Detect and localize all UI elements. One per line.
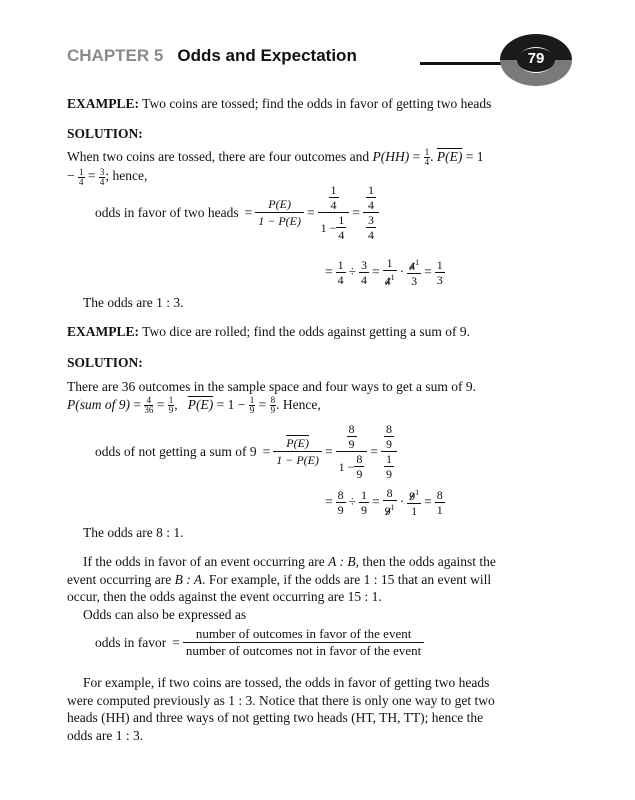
chapter-title: Odds and Expectation xyxy=(177,46,357,65)
fraction-1-4 xyxy=(329,183,339,212)
num: 8 xyxy=(337,487,344,502)
equation-label: odds in favor of two heads xyxy=(95,204,239,220)
example-text: Two coins are tossed; find the odds in favor of getting two heads xyxy=(142,96,492,111)
den: 4 xyxy=(99,176,105,187)
num: 3 xyxy=(368,213,375,227)
one: 1 xyxy=(476,149,484,164)
cancel-sup: 1 xyxy=(415,488,420,497)
equals: = xyxy=(258,396,267,412)
ratio-a-b: A : B xyxy=(328,554,356,569)
den: 1 xyxy=(436,502,443,517)
num: 3 xyxy=(99,166,105,177)
denominator xyxy=(318,213,350,242)
num: 1 xyxy=(338,213,345,227)
den: 4 xyxy=(368,228,375,242)
formula-label: odds in favor xyxy=(95,634,167,650)
den: 3 xyxy=(411,274,418,288)
fraction-1-9 xyxy=(384,452,394,481)
num: 1 xyxy=(168,394,174,405)
num: 1 xyxy=(424,147,430,158)
num: 1 xyxy=(368,183,375,197)
ratio-b-a: B : A xyxy=(174,571,203,587)
p-e-bar: P(E) xyxy=(436,149,463,164)
fraction-8-9-cancelled xyxy=(383,486,397,518)
example-2-solution-text: There are 36 outcomes in the sample space and four ways to get a sum of 9. P(sum of 9) = $\frac{4}{36}$ = $\frac{1}{9}$ , P(E) = 1 − $\frac{1}{9}$ = $\frac{8}{9}$ . Hence, xyxy=(67,379,476,415)
one-minus: 1 − xyxy=(338,459,355,474)
cancel-sup: 1 xyxy=(415,258,420,267)
den: 4 xyxy=(337,272,344,287)
p-sum-9: P(sum of 9) xyxy=(67,396,130,412)
fraction-1-9 xyxy=(249,396,256,415)
equals: = xyxy=(156,396,165,412)
paragraph-odds-against xyxy=(67,553,505,606)
formula-denominator: number of outcomes not in favor of the event xyxy=(185,643,422,658)
fraction-1-4 xyxy=(78,168,85,187)
den: 4 xyxy=(368,198,375,212)
equals: = xyxy=(424,264,432,279)
para-text: . For example, if the odds are 1 : 15 that an event will occur, then the odds against the event occurring are 15 : 1. xyxy=(67,571,492,604)
solution-text: When two coins are tossed, there are four outcomes and xyxy=(67,149,373,164)
example-text: Two dice are rolled; find the odds against getting a sum of 9. xyxy=(142,324,470,339)
times: · xyxy=(399,494,405,509)
formula-fraction xyxy=(183,626,424,659)
fraction-4-3-cancelled xyxy=(407,256,421,288)
equals: = xyxy=(133,396,141,412)
cancel-sup: 1 xyxy=(390,273,395,282)
equals: = xyxy=(172,634,180,650)
numerator xyxy=(381,422,397,452)
equals: = xyxy=(372,494,380,509)
chapter-label: CHAPTER 5 xyxy=(67,46,164,65)
denominator xyxy=(381,452,397,481)
den: 4 xyxy=(424,157,430,168)
solution-text: There are 36 outcomes in the sample space and four ways to get a sum of 9. xyxy=(67,379,476,394)
numerator: P(E) xyxy=(255,196,304,213)
numerator xyxy=(336,422,368,452)
fraction-1-4 xyxy=(336,258,346,287)
den: 9 xyxy=(337,502,344,517)
compound-fraction-2 xyxy=(381,422,397,481)
one-minus: 1 − xyxy=(320,220,337,235)
den: 4 xyxy=(338,228,345,242)
page-number: 79 xyxy=(527,50,545,67)
equals: = xyxy=(325,443,333,459)
num: 8 xyxy=(383,486,397,501)
den: 9 xyxy=(348,437,355,451)
denominator: 1 − P(E) xyxy=(276,453,319,467)
equals: = xyxy=(325,264,333,279)
fraction-8-9 xyxy=(384,422,394,451)
hence-text: . Hence, xyxy=(276,396,321,412)
compound-fraction-1 xyxy=(336,422,368,481)
one-minus: 1 − xyxy=(227,396,246,412)
den: 9 xyxy=(270,404,276,415)
fraction-1-4-cancelled xyxy=(383,256,397,288)
chapter-heading xyxy=(67,46,357,66)
numerator: P(E) xyxy=(273,435,322,452)
num: 9 xyxy=(409,489,416,503)
den: 9 xyxy=(384,504,391,518)
hence-text: ; hence, xyxy=(105,168,148,184)
denominator xyxy=(363,213,379,242)
formula-odds-in-favor xyxy=(95,626,424,659)
den: 9 xyxy=(168,404,174,415)
fraction-8-9 xyxy=(336,488,346,517)
p-hh: P(HH) xyxy=(372,149,410,164)
den: 4 xyxy=(361,272,368,287)
equation-odds-two-heads xyxy=(95,183,379,242)
num: 1 xyxy=(79,166,84,177)
conclusion-2: The odds are 8 : 1. xyxy=(83,525,184,540)
cancel-sup: 1 xyxy=(390,503,395,512)
fraction-8-1 xyxy=(435,488,445,517)
den: 9 xyxy=(386,467,393,481)
num: 1 xyxy=(337,257,344,272)
numerator xyxy=(318,183,350,213)
equals: = xyxy=(352,204,361,220)
numerator xyxy=(363,183,379,213)
equation-odds-two-heads-continued xyxy=(322,256,445,288)
num: 1 xyxy=(436,257,443,272)
den: 3 xyxy=(436,272,443,287)
paragraph-odds-expressed: Odds can also be expressed as xyxy=(83,607,247,622)
den: 9 xyxy=(249,404,255,415)
equals: = xyxy=(306,204,315,220)
fraction-1-4 xyxy=(336,213,346,242)
fraction-8-9 xyxy=(354,452,364,481)
p-e-bar: P(E) xyxy=(187,396,214,412)
equals: = xyxy=(465,149,474,164)
den: 4 xyxy=(384,274,391,288)
num: 4 xyxy=(144,396,153,406)
equation-odds-not-sum-9 xyxy=(95,422,397,481)
equation-odds-not-sum-9-continued xyxy=(322,486,445,518)
equals: = xyxy=(216,396,225,412)
fraction-4-36 xyxy=(144,396,153,415)
num: 1 xyxy=(330,183,337,197)
fraction-pebar-over-1-minus-pebar xyxy=(273,435,322,468)
num: 8 xyxy=(386,422,393,436)
num: 8 xyxy=(270,394,276,405)
equation-label: odds of not getting a sum of 9 xyxy=(95,443,257,459)
num: 4 xyxy=(409,259,416,273)
conclusion-1: The odds are 1 : 3. xyxy=(83,295,184,310)
denominator: 1 − P(E) xyxy=(258,214,301,228)
solution-label-2: SOLUTION: xyxy=(67,355,143,370)
num: 1 xyxy=(361,487,368,502)
num: 8 xyxy=(436,487,443,502)
paragraph-example-coins: For example, if two coins are tossed, the odds in favor of getting two heads were computed previously as 1 : 3. Notice that there is only one way to get two heads (HH) and three ways of not getting two heads (HT, TH, TT); hence the odds are 1 : 3. xyxy=(67,675,495,743)
equals: = xyxy=(372,264,380,279)
den: 1 xyxy=(411,504,418,518)
den: 36 xyxy=(144,404,154,415)
den: 4 xyxy=(79,176,84,187)
num: 3 xyxy=(361,257,368,272)
num: 1 xyxy=(386,452,393,466)
num: 1 xyxy=(383,256,397,271)
den: 9 xyxy=(361,502,368,517)
example-1-solution-text: When two coins are tossed, there are four outcomes and P(HH) = $\frac{1}{4}$ . P(E) = 1 − $\frac{1}{4}$ = $\frac{3}{4}$ ; hence, xyxy=(67,147,484,187)
num: 8 xyxy=(356,452,363,466)
equals: = xyxy=(412,149,421,164)
divide: ÷ xyxy=(348,264,357,279)
example-2-statement xyxy=(67,323,505,341)
num: 1 xyxy=(249,394,255,405)
equals: = xyxy=(370,443,379,459)
fraction-pe-over-1-minus-pe xyxy=(255,196,304,229)
equals: = xyxy=(87,168,96,184)
fraction-1-9 xyxy=(359,488,369,517)
equals: = xyxy=(424,494,432,509)
denominator xyxy=(336,452,368,481)
example-1-statement xyxy=(67,95,505,113)
fraction-1-4 xyxy=(424,148,431,167)
divide: ÷ xyxy=(348,494,357,509)
page-header xyxy=(0,0,635,100)
minus: − xyxy=(67,168,75,184)
solution-label: SOLUTION: xyxy=(67,126,143,141)
equals: = xyxy=(244,204,253,220)
fraction-3-4 xyxy=(359,258,369,287)
fraction-1-4 xyxy=(366,183,376,212)
den: 9 xyxy=(356,467,363,481)
compound-fraction-2 xyxy=(363,183,379,242)
formula-numerator: number of outcomes in favor of the event xyxy=(183,626,424,643)
den: 9 xyxy=(386,437,393,451)
equals: = xyxy=(262,443,271,459)
example-label: EXAMPLE: xyxy=(67,96,139,111)
equals: = xyxy=(325,494,333,509)
para-text: , then the odds against the event occurring are xyxy=(67,554,496,587)
fraction-1-3 xyxy=(435,258,445,287)
num: 8 xyxy=(348,422,355,436)
fraction-9-1-cancelled xyxy=(407,486,421,518)
fraction-8-9 xyxy=(347,422,357,451)
example-label: EXAMPLE: xyxy=(67,324,139,339)
fraction-3-4 xyxy=(366,213,376,242)
times: · xyxy=(399,264,405,279)
para-text: If the odds in favor of an event occurring are xyxy=(83,554,329,569)
compound-fraction-1 xyxy=(318,183,350,242)
fraction-1-9 xyxy=(168,396,175,415)
den: 4 xyxy=(330,198,337,212)
